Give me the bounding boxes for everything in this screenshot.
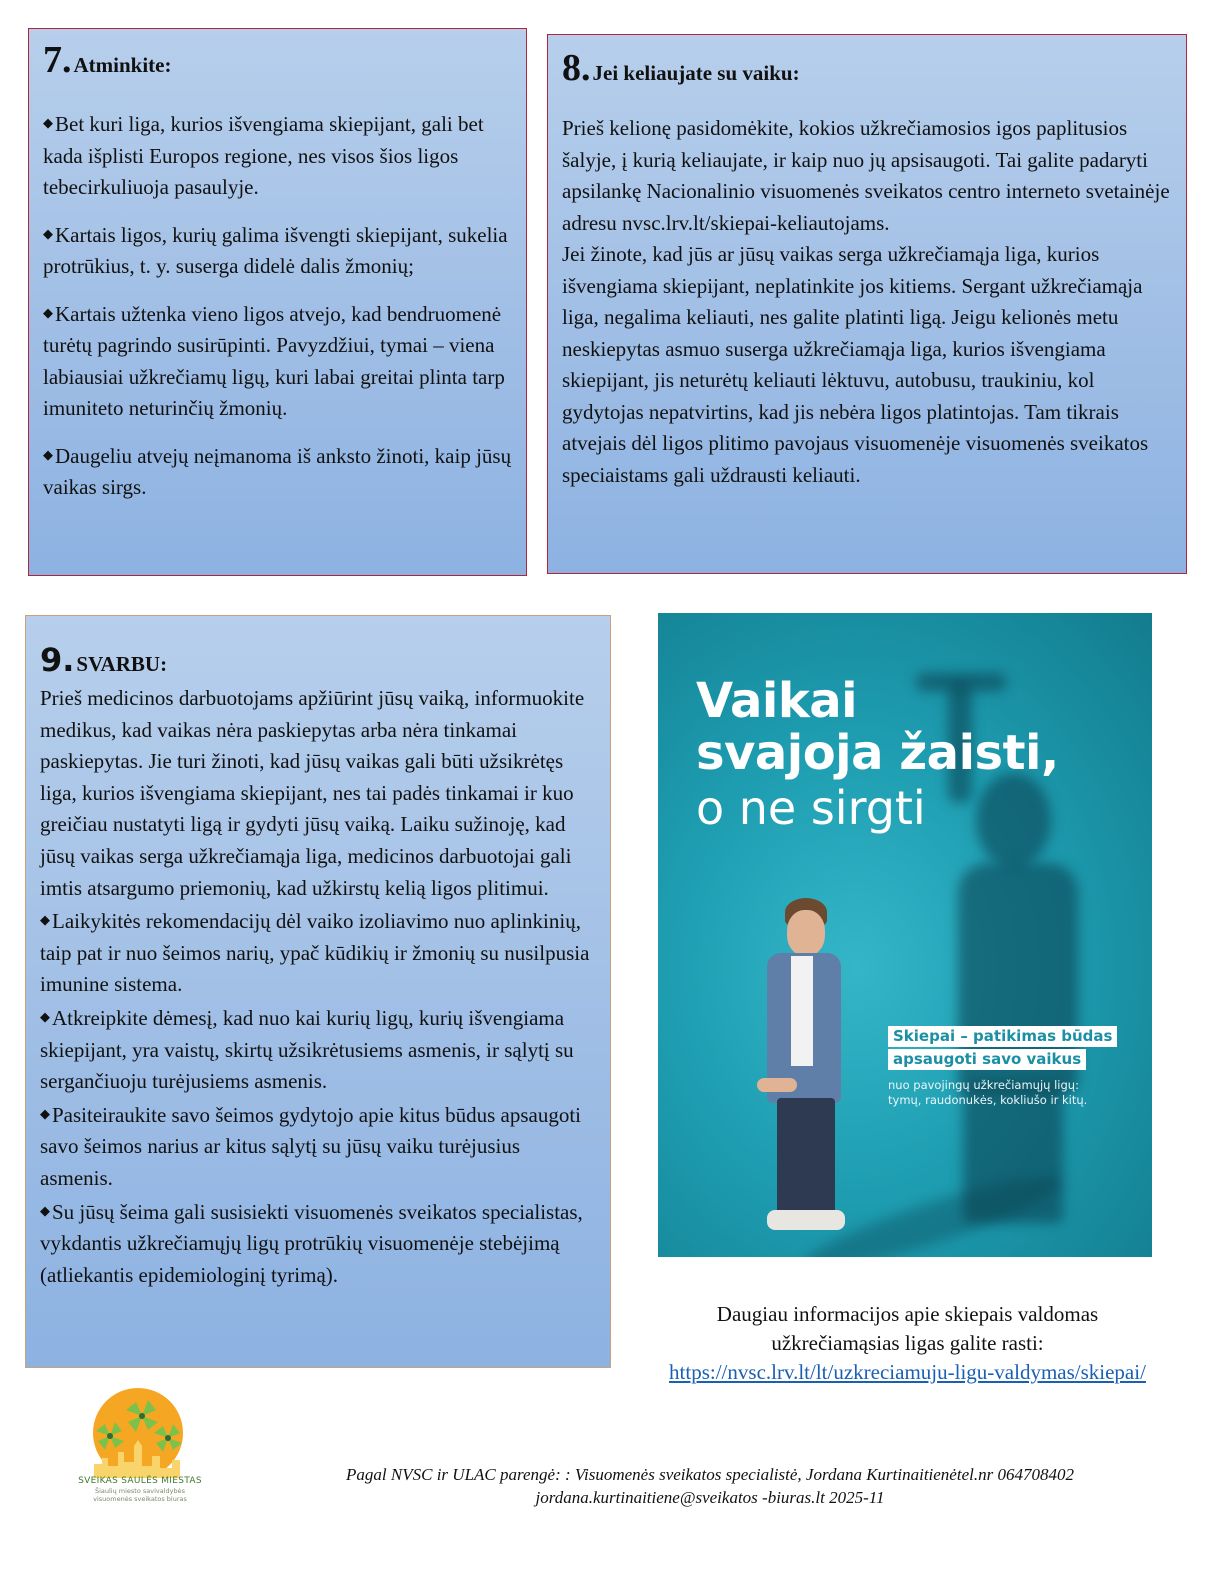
nvsc-vaccines-link[interactable]: https://nvsc.lrv.lt/lt/uzkreciamuju-ligu-valdymas/skiepai/	[669, 1360, 1146, 1384]
section-7-item: ◆Bet kuri liga, kurios išvengiama skiepijant, gali bet kada išplisti Europos regione, nes visos šios ligos tebecirkuliuoja pasaulyje.	[43, 112, 484, 199]
section-7-title: Atminkite:	[73, 53, 172, 77]
section-9-item: ◆Laikykitės rekomendacijų dėl vaiko izoliavimo nuo aplinkinių, taip pat ir nuo šeimos narių, ypač kūdikių ir žmonių su nusilpusia imunine sistema.	[40, 909, 590, 997]
poster-tagline	[888, 1026, 1117, 1108]
pinwheel-sun-icon	[72, 1388, 208, 1478]
section-8-paragraph: Jei žinote, kad jūs ar jūsų vaikas serga užkrečiamąja liga, kurios išvengiama skiepijant, neplatinkite jos kitiems. Sergant užkrečiamąja liga, negalima keliauti, nes galite platinti ligą. Jeigu kelionės metu neskiepytas asmuo suserga užkrečiamąja liga, kurios išvengiama skiepijant, jis neturėtų keliauti lėktuvu, autobusu, traukiniu, kol gydytojas nepatvirtins, kad jis nebėra ligos platintojas. Tam tikrais atvejais dėl ligos plitimo pavojaus visuomenėje visuomenės sveikatos speciaistams gali uždrausti keliauti.	[562, 242, 1149, 487]
poster-headline-line1: Vaikai	[696, 673, 858, 729]
boy-figure	[743, 898, 853, 1238]
poster-headline	[696, 675, 1059, 837]
more-info-block	[655, 1300, 1160, 1387]
section-9-title: SVARBU:	[76, 652, 168, 676]
section-9-item: ◆Atkreipkite dėmesį, kad nuo kai kurių ligų, kurių išvengiama skiepijant, yra vaistų, skirtų užsikrėtusiems asmenis, ir sąlytį su sergančiuoju turėjusiems asmenis.	[40, 1005, 574, 1094]
sveikas-saules-miestas-logo	[72, 1388, 208, 1506]
poster-sub-line1: nuo pavojingų užkrečiamųjų ligų:	[888, 1078, 1079, 1092]
section-7-item: ◆Kartais užtenka vieno ligos atvejo, kad bendruomenė turėtų pagrindo susirūpinti. Pavyzdžiui, tymai – viena labiausiai užkrečiamų ligų, kuri labai greitai plinta tarp imuniteto neturinčių žmonių.	[43, 301, 505, 420]
boy-face	[787, 910, 825, 956]
footer-line2: jordana.kurtinaitiene@sveikatos -biuras.lt 2025-11	[535, 1488, 885, 1507]
section-7-item: ◆Kartais ligos, kurių galima išvengti skiepijant, sukelia protrūkius, t. y. suserga didelė dalis žmonių;	[43, 222, 508, 278]
section-9-item: ◆Su jūsų šeima gali susisiekti visuomenės sveikatos specialistas, vykdantis užkrečiamųjų ligų protrūkių visuomenėje stebėjimą (atliekantis epidemiologinį tyrimą).	[40, 1199, 583, 1287]
section-9-box	[25, 615, 611, 1368]
diamond-bullet-icon: ◆	[43, 304, 53, 320]
section-7-box	[28, 28, 527, 576]
boy-pants	[777, 1098, 835, 1218]
poster-tag-line2: apsaugoti savo vaikus	[888, 1049, 1086, 1070]
poster-sub-line2: tymų, raudonukės, kokliušo ir kitų.	[888, 1093, 1088, 1107]
diamond-bullet-icon: ◆	[40, 1008, 50, 1024]
boy-hands	[757, 1078, 797, 1092]
section-7-item: ◆Daugeliu atvejų neįmanoma iš anksto žinoti, kaip jūsų vaikas sirgs.	[43, 443, 512, 499]
section-8-box	[547, 34, 1187, 574]
diamond-bullet-icon: ◆	[43, 446, 53, 462]
section-7-number: 7.	[43, 39, 72, 81]
poster-headline-line3: o ne sirgti	[696, 781, 926, 835]
section-9-item: ◆Pasiteiraukite savo šeimos gydytojo apie kitus būdus apsaugoti savo šeimos narius ar kitus sąlytį su jūsų vaiku turėjusius asmenis.	[40, 1102, 582, 1190]
diamond-bullet-icon: ◆	[40, 1202, 50, 1218]
vaccination-poster-image	[658, 613, 1152, 1257]
section-7-heading	[43, 41, 512, 79]
diamond-bullet-icon: ◆	[43, 115, 53, 130]
section-8-number: 8.	[562, 47, 591, 89]
section-9-intro: Prieš medicinos darbuotojams apžiūrint jūsų vaiką, informuokite medikus, kad vaikas nėra paskiepytas arba nėra tinkamai paskiepytas. Jie turi žinoti, kad jūsų vaikas gali būti užsikrėtęs liga, kurios išvengiama skiepijant, nes tai padės tinkamai ir kuo greičiau nustatyti ligą ir gydyti jūsų vaiką. Laiku sužinoję, kad jūsų vaikas serga užkrečiamąja liga, medicinos darbuotojai gali imtis atsargumo priemonių, kad užkirstų kelią ligos plitimui.	[40, 686, 585, 900]
diamond-bullet-icon: ◆	[40, 912, 50, 928]
section-8-paragraph: Prieš kelionę pasidomėkite, kokios užkrečiamosios igos paplitusios šalyje, į kurią keliaujate, ir kaip nuo jų apsisaugoti. Tai galite padaryti apsilankę Nacionalinio visuomenės sveikatos centro interneto svetainėje adresu nvsc.lrv.lt/skiepai-keliautojams.	[562, 116, 1170, 235]
section-9-number: 9.	[40, 641, 75, 679]
footer-credits	[260, 1463, 1160, 1509]
poster-headline-line2: svajoja žaisti,	[696, 725, 1059, 781]
poster-tag-line1: Skiepai – patikimas būdas	[888, 1026, 1117, 1047]
section-8-title: Jei keliaujate su vaiku:	[592, 61, 800, 85]
more-info-line1: Daugiau informacijos apie skiepais valdomas	[716, 1302, 1099, 1326]
section-9-heading	[40, 641, 596, 679]
section-8-heading	[562, 49, 1172, 87]
boy-tshirt	[791, 956, 813, 1066]
boy-shoes	[767, 1210, 845, 1230]
diamond-bullet-icon: ◆	[43, 225, 53, 241]
logo-title: SVEIKAS SAULĖS MIESTAS	[78, 1476, 202, 1486]
diamond-bullet-icon: ◆	[40, 1105, 50, 1121]
footer-line1: Pagal NVSC ir ULAC parengė: : Visuomenės sveikatos specialistė, Jordana Kurtinaitienėtel.nr 064708402	[346, 1465, 1074, 1484]
logo-subtitle: Šiaulių miesto savivaldybės visuomenės sveikatos biuras	[93, 1487, 187, 1503]
more-info-line2: užkrečiamąsias ligas galite rasti:	[771, 1331, 1044, 1355]
